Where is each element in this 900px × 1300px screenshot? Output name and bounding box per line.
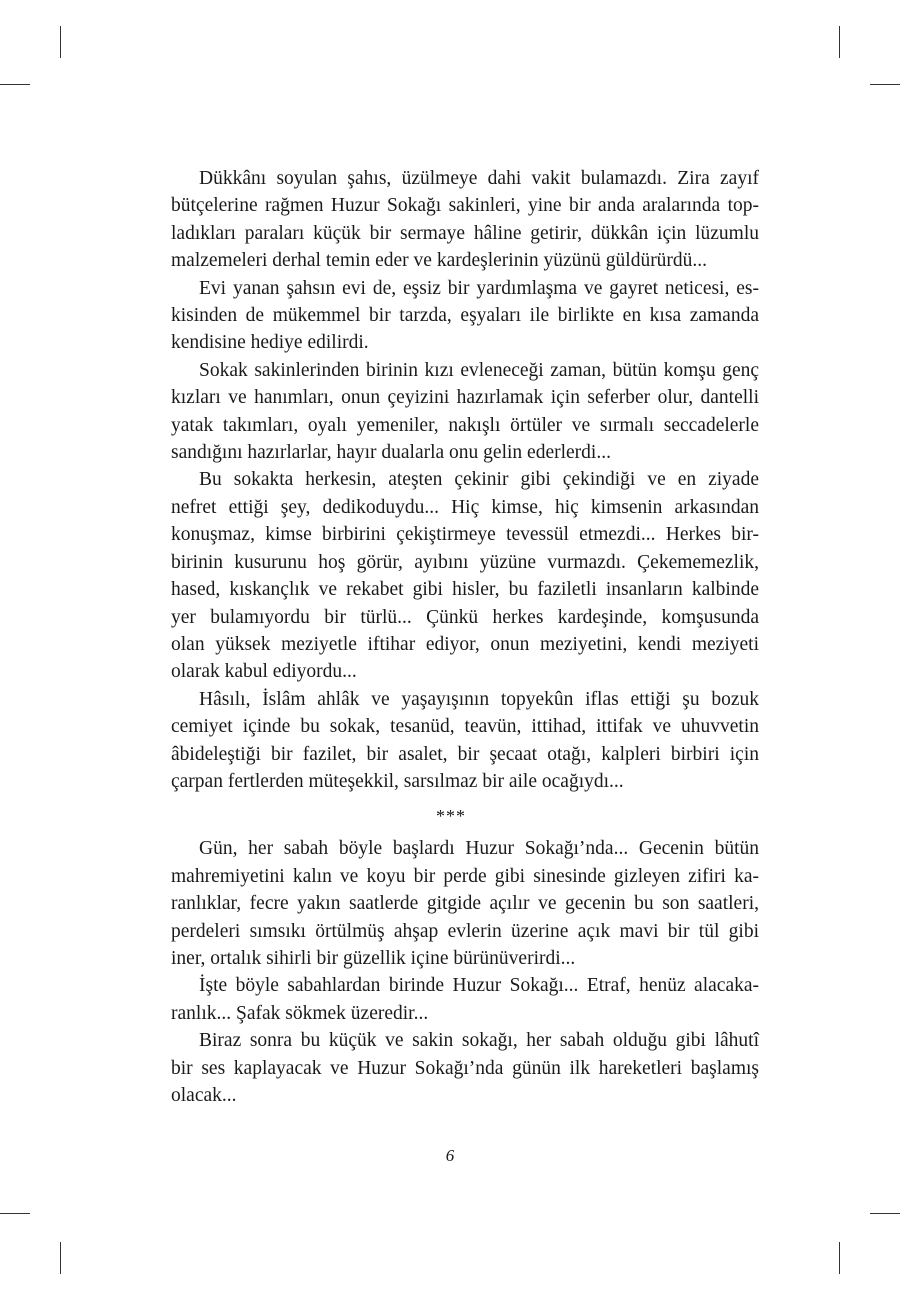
text-line: bir ses kaplayacak ve Huzur Sokağı’nda günün ilk hareketleri başlamış	[171, 1057, 759, 1079]
paragraph	[143, 466, 759, 685]
crop-mark-top-right-horizontal	[870, 84, 900, 85]
paragraphs-after-separator	[143, 835, 759, 1109]
text-line: Evi yanan şahsın evi de, eşsiz bir yardımlaşma ve gayret neticesi, es-	[199, 277, 759, 299]
paragraphs-before-separator	[143, 165, 759, 795]
text-line: kisinden de mükemmel bir tarzda, eşyaları ile birlikte en kısa zamanda	[171, 305, 759, 327]
text-line: birinin kusurunu hoş görür, ayıbını yüzüne vurmazdı. Çekememezlik,	[171, 551, 759, 573]
body-text	[143, 165, 759, 1109]
text-line: Hâsılı, İslâm ahlâk ve yaşayışının topyekûn iflas ettiği şu bozuk	[199, 688, 759, 710]
text-line: hased, kıskançlık ve rekabet gibi hisler, bu faziletli insanların kalbinde	[171, 579, 759, 601]
text-line: Biraz sonra bu küçük ve sakin sokağı, her sabah olduğu gibi lâhutî	[199, 1030, 759, 1052]
crop-mark-bottom-right-vertical	[839, 1242, 840, 1274]
text-line: kızları ve hanımları, onun çeyizini hazırlamak için seferber olur, dantelli	[171, 387, 759, 409]
text-line: yer bulamıyordu bir türlü... Çünkü herkes kardeşinde, komşusunda	[171, 606, 759, 628]
text-line: Bu sokakta herkesin, ateşten çekinir gibi çekindiği ve en ziyade	[199, 469, 759, 491]
text-line: Sokak sakinlerinden birinin kızı evleneceği zaman, bütün komşu genç	[199, 359, 759, 381]
text-line: iner, ortalık sihirli bir güzellik içine bürünüverirdi...	[171, 947, 576, 969]
crop-mark-top-left-vertical	[60, 26, 61, 58]
page-number: 6	[445, 1146, 455, 1165]
paragraph	[143, 972, 759, 1027]
text-line: perdeleri sımsıkı örtülmüş ahşap evlerin üzerine açık mavi bir tül gibi	[171, 920, 759, 942]
text-line: İşte böyle sabahlardan birinde Huzur Sokağı... Etraf, henüz alacaka-	[199, 975, 759, 997]
paragraph	[143, 275, 759, 357]
text-line: cemiyet içinde bu sokak, tesanüd, teavün, ittihad, ittifak ve uhuvvetin	[171, 716, 759, 738]
text-line: ranlıklar, fecre yakın saatlerde gitgide açılır ve gecenin bu son saatleri,	[171, 893, 759, 915]
text-line: konuşmaz, kimse birbirini çekiştirmeye tevessül etmezdi... Herkes bir-	[171, 524, 759, 546]
text-line: nefret ettiği şey, dedikoduydu... Hiç kimse, hiç kimsenin arkasından	[171, 496, 759, 518]
crop-mark-top-right-vertical	[839, 26, 840, 58]
paragraph	[143, 357, 759, 467]
section-separator: ***	[436, 806, 466, 827]
text-line: Gün, her sabah böyle başlardı Huzur Sokağı’nda... Gecenin bütün	[199, 838, 759, 860]
text-line: mahremiyetini kalın ve koyu bir perde gibi sinesinde gizleyen zifiri ka-	[171, 865, 759, 887]
paragraph	[143, 1027, 759, 1109]
crop-mark-bottom-left-horizontal	[0, 1213, 30, 1214]
paragraph	[143, 686, 759, 796]
text-line: kendisine hediye edilirdi.	[171, 332, 369, 354]
text-line: sandığını hazırlarlar, hayır dualarla onu gelin ederlerdi...	[171, 442, 611, 464]
text-line: olacak...	[171, 1085, 237, 1106]
crop-mark-bottom-left-vertical	[60, 1242, 61, 1274]
paragraph	[143, 165, 759, 275]
crop-mark-top-left-horizontal	[0, 84, 30, 85]
text-line: çarpan fertlerden müteşekkil, sarsılmaz bir aile ocağıydı...	[171, 770, 624, 792]
text-line: âbideleştiği bir fazilet, bir asalet, bir şecaat otağı, kalpleri birbiri için	[171, 743, 759, 765]
crop-mark-bottom-right-horizontal	[870, 1213, 900, 1214]
text-line: Dükkânı soyulan şahıs, üzülmeye dahi vakit bulamazdı. Zira zayıf	[199, 168, 759, 189]
paragraph	[143, 835, 759, 972]
text-line: ranlık... Şafak sökmek üzeredir...	[171, 1002, 429, 1024]
text-line: bütçelerine rağmen Huzur Sokağı sakinleri, yine bir anda aralarında top-	[171, 195, 759, 217]
text-line: malzemeleri derhal temin eder ve kardeşlerinin yüzünü güldürürdü...	[171, 250, 708, 272]
text-line: olan yüksek meziyetle iftihar ediyor, onun meziyetini, kendi meziyeti	[171, 633, 759, 655]
text-line: olarak kabul ediyordu...	[171, 661, 357, 683]
text-line: ladıkları paraları küçük bir sermaye hâline getirir, dükkân için lüzumlu	[171, 222, 759, 244]
text-line: yatak takımları, oyalı yemeniler, nakışlı örtüler ve sırmalı seccadelerle	[171, 414, 759, 436]
